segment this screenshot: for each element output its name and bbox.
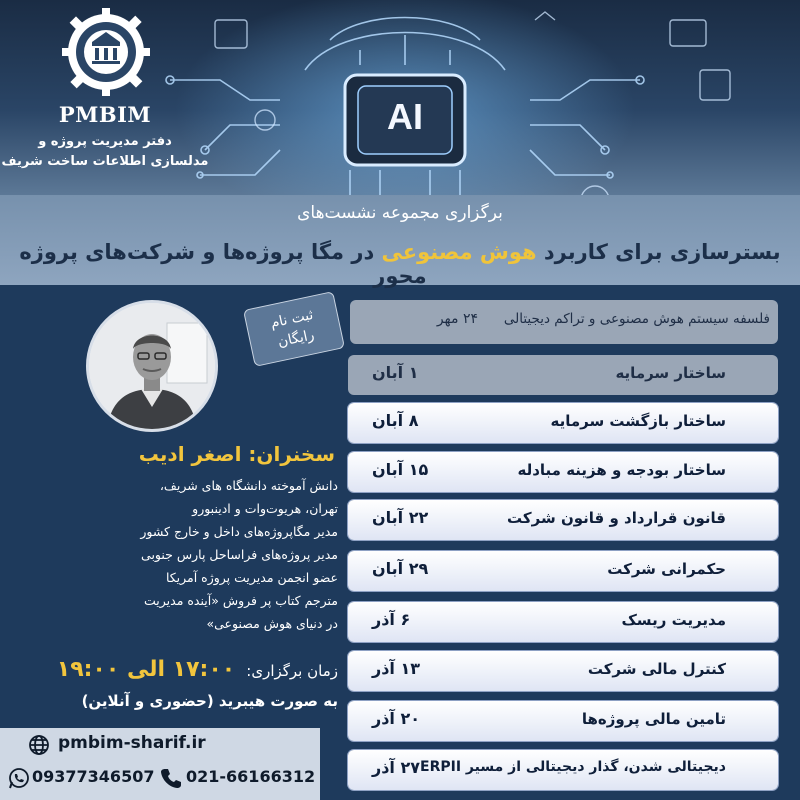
phone-icon <box>160 767 182 793</box>
session-item-10[interactable] <box>348 750 778 790</box>
session-date: ۲۴ مهر <box>436 311 478 327</box>
session-topic: ساختار بودجه و هزینه مبادله <box>517 461 726 479</box>
session-date: ۱۵ آبان <box>372 460 429 479</box>
session-item-2[interactable] <box>348 355 778 395</box>
session-topic: مدیریت ریسک <box>621 611 726 629</box>
session-topic: دیجیتالی شدن، گذار دیجیتالی از مسیر ERPII <box>420 759 726 775</box>
university-logo <box>62 8 150 96</box>
title-before: بسترسازی برای کاربرد <box>543 240 781 264</box>
session-topic: ساختار سرمایه <box>615 364 726 382</box>
bio-line: دانش آموخته دانشگاه های شریف، <box>159 478 338 493</box>
session-topic: فلسفه سیستم هوش مصنوعی و تراکم دیجیتالی <box>503 311 770 327</box>
brand-line-2: مدلسازی اطلاعات ساخت شریف <box>1 154 209 169</box>
whatsapp-icon <box>8 767 30 793</box>
bio-line: عضو انجمن مدیریت پروژه آمریکا <box>165 570 338 585</box>
website-link[interactable]: pmbim-sharif.ir <box>58 733 206 753</box>
session-date: ۲۲ آبان <box>372 508 429 527</box>
landline-number[interactable]: 021-66166312 <box>186 767 316 786</box>
session-item-4[interactable] <box>348 452 778 492</box>
session-date: ۱ آبان <box>372 363 419 382</box>
session-date: ۸ آبان <box>372 411 419 430</box>
session-item-9[interactable] <box>348 701 778 741</box>
session-item-5[interactable] <box>348 500 778 540</box>
session-item-6[interactable] <box>348 551 778 591</box>
brand-name: PMBIM <box>58 102 152 127</box>
session-date: ۲۹ آبان <box>372 559 429 578</box>
session-topic: تامین مالی پروژه‌ها <box>581 710 726 728</box>
badge-line-2: رایگان <box>276 327 316 351</box>
speaker-photo <box>86 300 218 432</box>
globe-icon <box>28 734 50 760</box>
session-date: ۱۳ آذر <box>372 659 421 678</box>
session-topic: قانون قرارداد و قانون شرکت <box>507 509 726 527</box>
brand-line-1: دفتر مدیریت پروژه و <box>38 134 172 149</box>
session-item-8[interactable] <box>348 651 778 691</box>
mobile-number[interactable]: 09377346507 <box>32 767 155 786</box>
ai-chip-label: AI <box>387 96 423 137</box>
title-highlight: هوش مصنوعی <box>381 240 537 264</box>
session-topic: حکمرانی شرکت <box>607 560 726 578</box>
session-date: ۲۷ آذر <box>372 758 421 777</box>
session-topic: ساختار بازگشت سرمایه <box>550 412 726 430</box>
event-time <box>20 657 338 682</box>
session-date: ۲۰ آذر <box>372 709 421 728</box>
speaker-name: سخنران: اصغر ادیب <box>138 442 335 466</box>
bio-line: مترجم کتاب پر فروش «آینده مدیریت <box>144 593 338 608</box>
session-item-7[interactable] <box>348 602 778 642</box>
bio-line: تهران، هریوت‌وات و ادینبورو <box>192 501 338 516</box>
session-topic: کنترل مالی شرکت <box>587 660 726 678</box>
bio-line: مدیر پروژه‌های فراساحل پارس جنوبی <box>141 547 338 562</box>
time-label: زمان برگزاری: <box>246 662 338 680</box>
session-item-1[interactable] <box>350 300 778 344</box>
session-item-3[interactable] <box>348 403 778 443</box>
title-after: در مگا پروژه‌ها و شرکت‌های پروژه محور <box>19 240 427 288</box>
session-date: ۶ آذر <box>372 610 411 629</box>
speaker-bio <box>20 474 338 635</box>
event-mode: به صورت هیبرید (حضوری و آنلاین) <box>81 692 338 710</box>
bio-line: در دنیای هوش مصنوعی» <box>206 616 338 631</box>
event-title <box>0 240 800 288</box>
time-range: ۱۷:۰۰ الی ۱۹:۰۰ <box>56 657 236 682</box>
event-subtitle: برگزاری مجموعه نشست‌های <box>297 203 503 223</box>
bio-line: مدیر مگاپروژه‌های داخل و خارج کشور <box>140 524 338 539</box>
badge-line-1: ثبت نام <box>269 306 315 332</box>
